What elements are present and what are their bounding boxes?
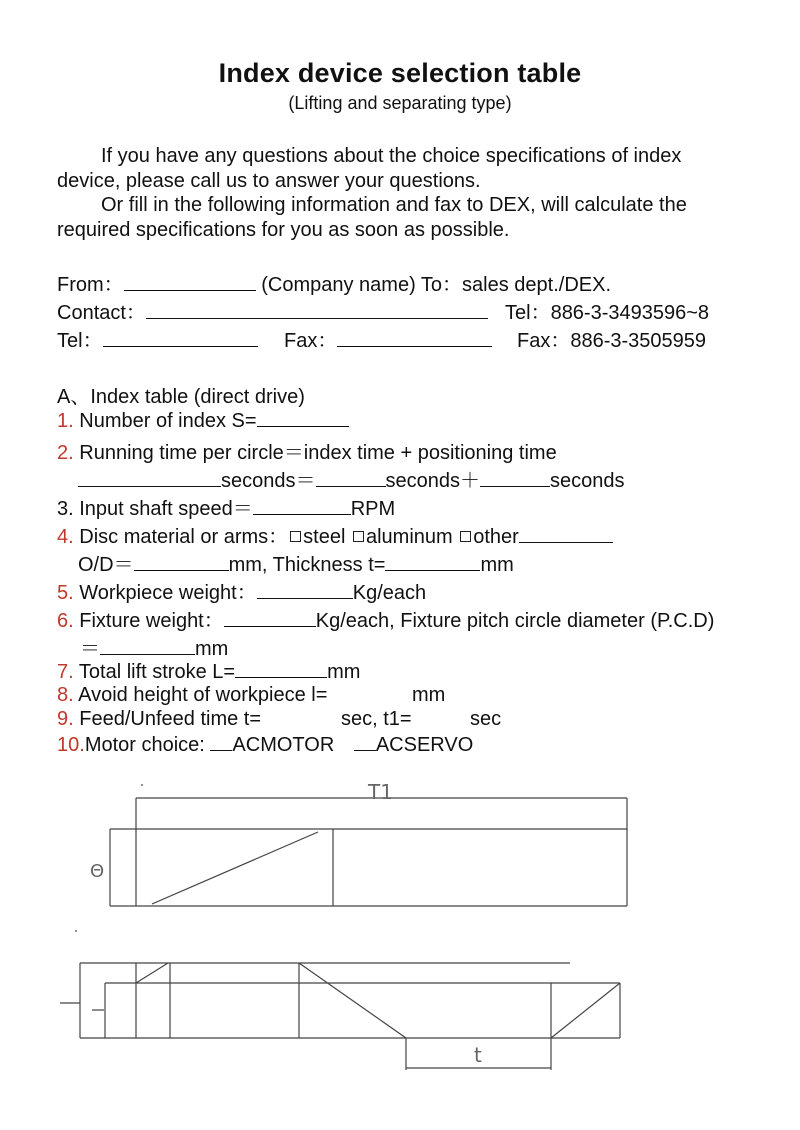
item-text: Avoid height of workpiece l=	[78, 684, 328, 706]
item-4	[57, 520, 613, 549]
other-label: other	[473, 526, 519, 548]
item-text: Motor choice:	[84, 734, 211, 756]
item-text: Feed/Unfeed time t=	[79, 708, 262, 730]
mm-label: mm	[480, 554, 514, 576]
index-count-field[interactable]	[257, 408, 349, 427]
intro-line-3: Or fill in the following information and fax to DEX, will calculate the	[101, 194, 687, 216]
item-9-sec: sec	[470, 708, 502, 730]
item-number: 3.	[57, 498, 74, 520]
fax-label: Fax：	[284, 330, 338, 352]
contact-row	[57, 296, 488, 325]
item-text: Number of index S=	[79, 410, 257, 432]
descent-ramp	[299, 963, 406, 1038]
eq-label: ＝	[80, 638, 100, 660]
page-title: Index device selection table	[218, 58, 582, 88]
item-8	[57, 684, 327, 707]
item-3	[57, 492, 395, 521]
kg-each-label: Kg/each	[352, 582, 427, 604]
fax-row	[284, 324, 492, 353]
item-9-t1: sec, t1=	[341, 708, 412, 730]
workpiece-weight-field[interactable]	[257, 580, 353, 599]
item-number: 1.	[57, 410, 74, 432]
acmotor-label: ACMOTOR	[232, 734, 335, 756]
aluminum-label: aluminum	[365, 526, 453, 548]
item-2	[57, 436, 557, 465]
od-field[interactable]	[134, 552, 229, 571]
item-text: Disc material or arms：	[79, 526, 289, 548]
input-speed-field[interactable]	[253, 496, 351, 515]
from-company-field[interactable]	[124, 272, 256, 291]
rpm-label: RPM	[350, 498, 396, 520]
acmotor-field[interactable]	[210, 732, 232, 751]
intro-line-1: If you have any questions about the choice specifications of index	[101, 145, 682, 167]
dex-fax: Fax：886-3-3505959	[517, 330, 707, 352]
other-material-field[interactable]	[519, 524, 613, 543]
tel-row	[57, 324, 258, 353]
intro-line-4: required specifications for you as soon as possible.	[57, 219, 510, 241]
index-time-field[interactable]	[316, 468, 386, 487]
aluminum-checkbox[interactable]	[353, 531, 364, 542]
item-number: 6.	[57, 610, 74, 632]
item-8-mm: mm	[412, 684, 446, 706]
fixture-weight-field[interactable]	[224, 608, 316, 627]
item-number: 4.	[57, 526, 74, 548]
mm-label: mm	[327, 661, 361, 683]
item-1	[57, 408, 349, 433]
page-subtitle: (Lifting and separating type)	[288, 93, 512, 113]
item-number: 9.	[57, 708, 74, 730]
dex-tel: Tel：886-3-3493596~8	[505, 302, 710, 324]
thickness-field[interactable]	[385, 552, 480, 571]
return-ramp	[551, 983, 620, 1038]
contact-field[interactable]	[146, 300, 488, 319]
item-5	[57, 576, 426, 605]
item-2-values	[78, 464, 625, 493]
od-label: O/D＝	[78, 554, 134, 576]
index-motion-ramp	[152, 832, 318, 904]
t1-label: T1	[368, 780, 393, 804]
running-time-field[interactable]	[78, 468, 221, 487]
item-text: Fixture weight：	[79, 610, 224, 632]
theta-label: Θ	[90, 861, 105, 882]
positioning-time-field[interactable]	[480, 468, 550, 487]
item-text: Workpiece weight：	[79, 582, 257, 604]
item-7	[57, 659, 360, 684]
acservo-label: ACSERVO	[375, 734, 474, 756]
steel-label: steel	[303, 526, 346, 548]
section-a-heading: A、Index table (direct drive)	[57, 386, 305, 408]
seconds-eq-label: seconds＝	[221, 470, 316, 492]
intro-line-2: device, please call us to answer your questions.	[57, 170, 481, 192]
acservo-field[interactable]	[354, 732, 376, 751]
item-4-dims	[78, 548, 514, 577]
thickness-label: mm, Thickness t=	[228, 554, 386, 576]
item-number: 7.	[57, 661, 74, 683]
company-to-text: (Company name) To：sales dept./DEX.	[261, 274, 612, 296]
other-checkbox[interactable]	[460, 531, 471, 542]
item-text: Total lift stroke L=	[78, 661, 236, 683]
fax-field[interactable]	[337, 328, 492, 347]
from-label: From：	[57, 274, 124, 296]
steel-checkbox[interactable]	[290, 531, 301, 542]
item-text: Input shaft speed＝	[79, 498, 253, 520]
contact-label: Contact：	[57, 302, 146, 324]
seconds-plus-label: seconds＋	[385, 470, 480, 492]
from-row	[57, 268, 611, 297]
item-6	[57, 604, 714, 633]
item-text: Running time per circle＝index time + positioning time	[79, 442, 557, 464]
item-number: 10.	[57, 734, 85, 756]
item-number: 8.	[57, 684, 74, 706]
item-number: 5.	[57, 582, 74, 604]
timing-diagram	[0, 770, 800, 1090]
pcd-field[interactable]	[100, 636, 195, 655]
item-number: 2.	[57, 442, 74, 464]
item-6-pcd	[80, 632, 228, 661]
kg-each-pcd-label: Kg/each, Fixture pitch circle diameter (P.C.D)	[315, 610, 715, 632]
lift-ramp	[136, 963, 168, 983]
t-label: t	[474, 1043, 482, 1067]
item-10	[57, 732, 473, 757]
seconds-label: seconds	[550, 470, 625, 492]
tel-field[interactable]	[103, 328, 258, 347]
lift-stroke-field[interactable]	[235, 659, 327, 678]
item-9	[57, 708, 261, 731]
mm-label: mm	[195, 638, 229, 660]
tel-label: Tel：	[57, 330, 103, 352]
